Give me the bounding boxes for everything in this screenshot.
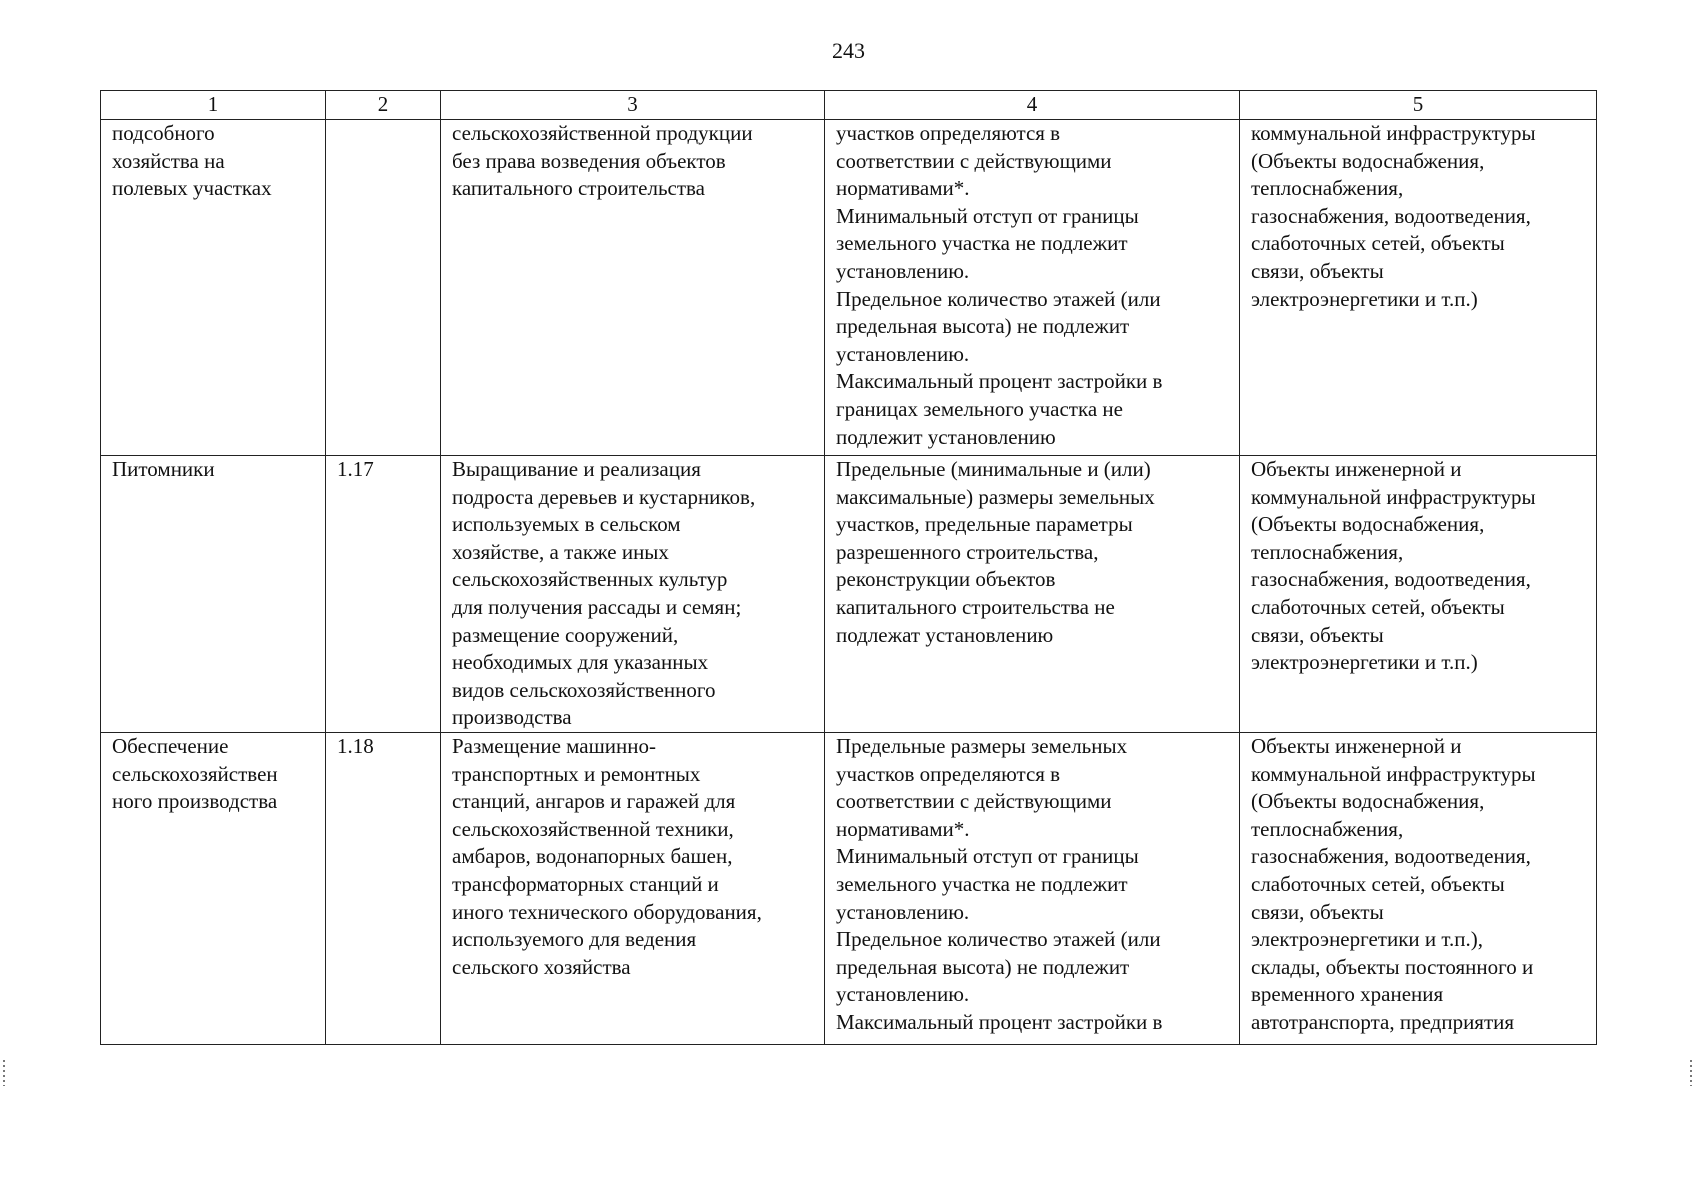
- cell-text: 1.17: [337, 457, 374, 481]
- cell-text: Питомники: [112, 457, 215, 481]
- cell-description: [441, 120, 825, 456]
- cell-text: Размещение машинно- транспортных и ремонтных станций, ангаров и гаражей для сельскохозяйственной техники, амбаров, водонапорных башен, трансформаторных станций и иного технического оборудования, используемого для ведения сельского хозяйства: [452, 734, 762, 979]
- page-number: 243: [832, 38, 865, 63]
- column-header-2: 2: [326, 91, 441, 120]
- scan-edge-mark-right: [1690, 1060, 1692, 1086]
- cell-description: [441, 733, 825, 1045]
- cell-text: сельскохозяйственной продукции без права возведения объектов капитального строительства: [452, 121, 753, 201]
- column-header-1: 1: [101, 91, 326, 120]
- cell-parameters: [825, 456, 1240, 733]
- cell-description: [441, 456, 825, 733]
- column-header-3: 3: [441, 91, 825, 120]
- table-header-row: [101, 91, 1597, 120]
- regulations-table: [100, 90, 1597, 1045]
- cell-text: Объекты инженерной и коммунальной инфраструктуры (Объекты водоснабжения, теплоснабжения, газоснабжения, водоотведения, слаботочных сетей, объекты связи, объекты электроэнергетики и т.п.), склады, объекты постоянного и временного хранения автотранспорта, предприятия: [1251, 734, 1536, 1034]
- column-header-5: 5: [1240, 91, 1597, 120]
- cell-code: [326, 120, 441, 456]
- table-row: [101, 120, 1597, 456]
- cell-text: Обеспечение сельскохозяйствен ного производства: [112, 734, 278, 814]
- cell-text: Объекты инженерной и коммунальной инфраструктуры (Объекты водоснабжения, теплоснабжения, газоснабжения, водоотведения, слаботочных сетей, объекты связи, объекты электроэнергетики и т.п.): [1251, 457, 1536, 675]
- table-row: [101, 733, 1597, 1045]
- cell-text: Выращивание и реализация подроста деревьев и кустарников, используемых в сельском хозяйстве, а также иных сельскохозяйственных культур для получения рассады и семян; размещение сооружений, необходимых для указанных видов сельскохозяйственного производства: [452, 457, 756, 730]
- cell-code: [326, 456, 441, 733]
- cell-use-type: [101, 120, 326, 456]
- cell-use-type: [101, 733, 326, 1045]
- cell-text: участков определяются в соответствии с действующими нормативами*. Минимальный отступ от границы земельного участка не подлежит установлению. Предельное количество этажей (или предельная высота) не подлежит установлению. Максимальный процент застройки в границах земельного участка не подлежит установлению: [836, 121, 1163, 449]
- cell-auxiliary-uses: [1240, 733, 1597, 1045]
- cell-auxiliary-uses: [1240, 456, 1597, 733]
- cell-use-type: [101, 456, 326, 733]
- cell-text: подсобного хозяйства на полевых участках: [112, 121, 272, 201]
- table-row: [101, 456, 1597, 733]
- cell-text: 1.18: [337, 734, 374, 758]
- cell-text: Предельные (минимальные и (или) максимальные) размеры земельных участков, предельные параметры разрешенного строительства, реконструкции объектов капитального строительства не подлежат установлению: [836, 457, 1155, 647]
- cell-parameters: [825, 120, 1240, 456]
- cell-parameters: [825, 733, 1240, 1045]
- cell-text: коммунальной инфраструктуры (Объекты водоснабжения, теплоснабжения, газоснабжения, водоотведения, слаботочных сетей, объекты связи, объекты электроэнергетики и т.п.): [1251, 121, 1536, 311]
- cell-auxiliary-uses: [1240, 120, 1597, 456]
- scan-edge-mark-left: [3, 1060, 5, 1086]
- cell-code: [326, 733, 441, 1045]
- cell-text: Предельные размеры земельных участков определяются в соответствии с действующими нормативами*. Минимальный отступ от границы земельного участка не подлежит установлению. Предельное количество этажей (или предельная высота) не подлежит установлению. Максимальный процент застройки в: [836, 734, 1163, 1034]
- column-header-4: 4: [825, 91, 1240, 120]
